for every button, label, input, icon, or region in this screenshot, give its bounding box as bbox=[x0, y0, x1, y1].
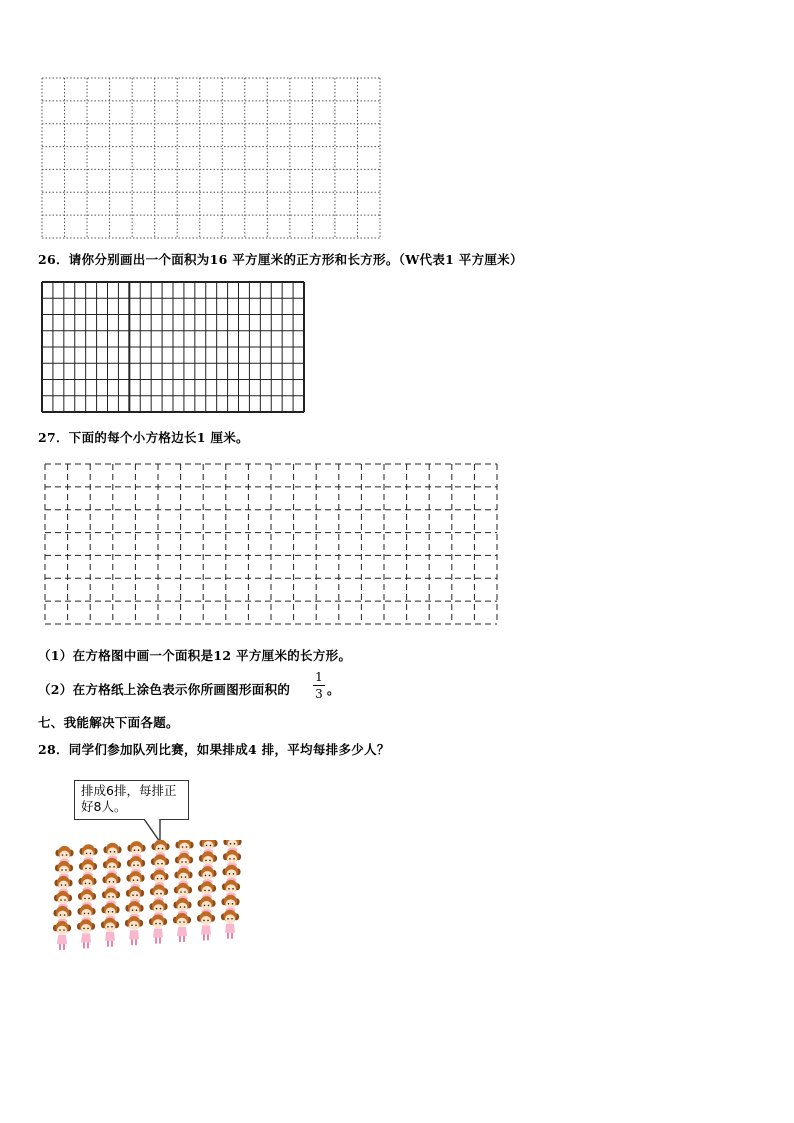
girl-figure bbox=[77, 904, 95, 921]
girl-figure bbox=[222, 865, 240, 882]
solid-grid-q26 bbox=[41, 281, 305, 413]
girl-figure bbox=[149, 900, 167, 917]
girl-figure bbox=[221, 910, 239, 939]
girl-figure bbox=[198, 866, 216, 883]
girl-figure bbox=[79, 844, 97, 861]
girl-figure bbox=[125, 901, 143, 918]
girl-figure bbox=[126, 886, 144, 903]
girl-figure bbox=[55, 861, 73, 878]
girl-figure bbox=[151, 855, 169, 872]
girl-figure bbox=[53, 906, 71, 923]
girl-figure bbox=[53, 921, 71, 950]
girl-figure bbox=[54, 876, 72, 893]
girl-figure bbox=[199, 851, 217, 868]
girl-figure bbox=[79, 859, 97, 876]
girl-figure bbox=[55, 846, 73, 863]
girl-figure bbox=[221, 895, 239, 912]
girl-figure bbox=[150, 870, 168, 887]
dashed-grid-q27 bbox=[44, 463, 498, 625]
girl-figure bbox=[173, 913, 191, 942]
girl-figure bbox=[77, 919, 95, 948]
question-27: 27．下面的每个小方格边长1 厘米。 bbox=[38, 430, 249, 445]
speech-bubble bbox=[74, 780, 189, 820]
girl-figure bbox=[223, 850, 241, 867]
question-27-2 bbox=[38, 680, 290, 698]
question-28: 28．同学们参加队列比赛，如果排成4 排，平均每排多少人？ bbox=[38, 742, 390, 757]
speech-line-1: 排成6排，每排正 bbox=[81, 783, 177, 798]
girl-figure bbox=[78, 874, 96, 891]
girl-figure bbox=[197, 896, 215, 913]
girl-figure bbox=[126, 871, 144, 888]
girl-figure bbox=[102, 873, 120, 890]
girl-figure bbox=[127, 841, 145, 858]
girl-figure bbox=[103, 858, 121, 875]
fraction-bar bbox=[313, 685, 325, 686]
girl-figure bbox=[101, 903, 119, 920]
girl-figure bbox=[173, 898, 191, 915]
fraction-one-third bbox=[313, 670, 325, 701]
girl-figure bbox=[198, 881, 216, 898]
girl-figure bbox=[150, 885, 168, 902]
girl-figure bbox=[101, 918, 119, 947]
question-26: 26．请你分别画出一个面积为16 平方厘米的正方形和长方形。（W代表1 平方厘米） bbox=[38, 252, 523, 267]
girl-figure bbox=[175, 853, 193, 870]
speech-line-2: 好8人。 bbox=[81, 799, 127, 814]
girl-figure bbox=[78, 889, 96, 906]
girl-figure bbox=[197, 911, 215, 940]
question-27-1: （1）在方格图中画一个面积是12 平方厘米的长方形。 bbox=[38, 648, 352, 663]
girl-figure bbox=[125, 916, 143, 945]
section-7-heading: 七、我能解决下面各题。 bbox=[38, 715, 179, 730]
girls-formation-illustration bbox=[50, 840, 255, 965]
dotted-grid-top bbox=[41, 77, 381, 239]
girl-figure bbox=[149, 915, 167, 944]
girl-figure bbox=[127, 856, 145, 873]
girl-figure bbox=[174, 883, 192, 900]
girl-figure bbox=[54, 891, 72, 908]
girl-figure bbox=[102, 888, 120, 905]
question-27-2-text: （2）在方格纸上涂色表示你所画图形面积的 bbox=[38, 682, 291, 697]
fraction-denominator: 3 bbox=[315, 687, 323, 701]
girl-figure bbox=[174, 868, 192, 885]
girl-figure bbox=[151, 840, 169, 857]
girl-figure bbox=[222, 880, 240, 897]
girl-figure bbox=[103, 843, 121, 860]
question-27-2-end: 。 bbox=[327, 682, 340, 697]
fraction-numerator: 1 bbox=[315, 670, 323, 684]
